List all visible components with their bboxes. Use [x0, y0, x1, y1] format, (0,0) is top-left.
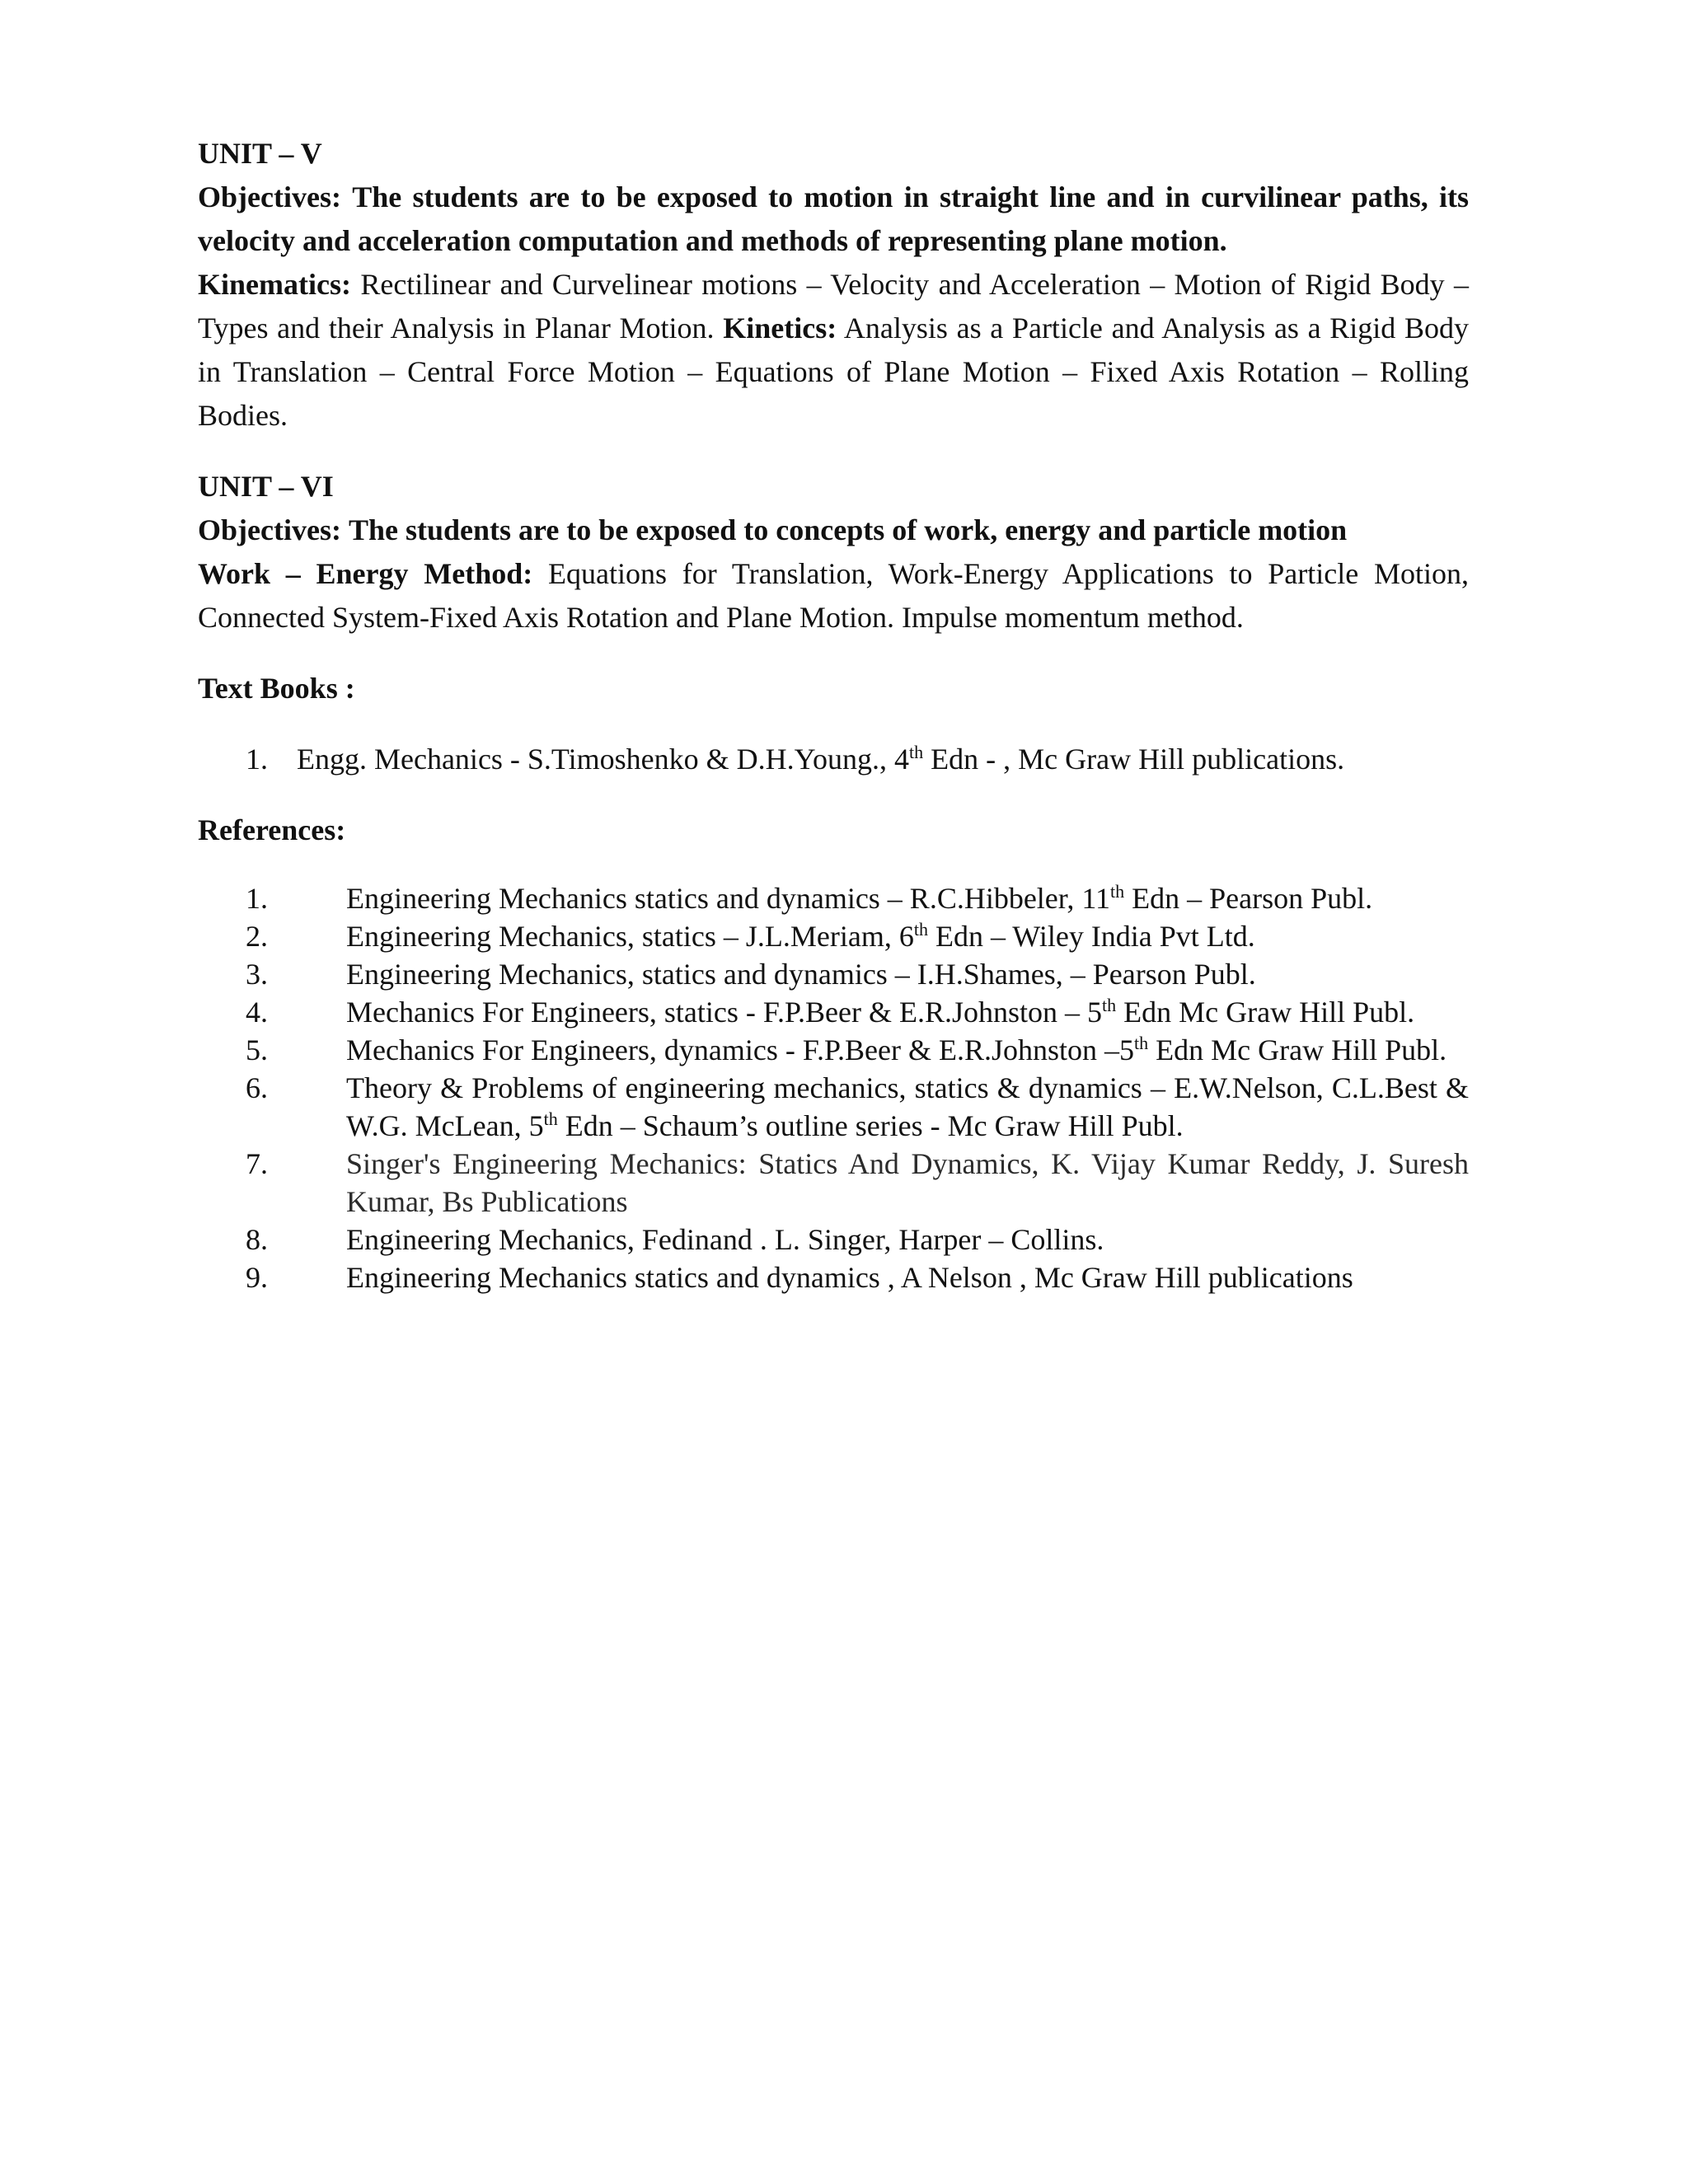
reference-edition: Edn – Schaum’s outline series - Mc Graw Hill Publ.: [557, 1109, 1184, 1142]
reference-text: Engineering Mechanics, statics – J.L.Meriam, 6: [346, 920, 914, 953]
unit-5-objectives-text: The students are to be exposed to motion in straight line and in curvilinear paths, its velocity and acceleration computation and methods of representing plane motion.: [198, 180, 1470, 257]
unit-5-objectives: [198, 176, 1469, 263]
list-item: [198, 879, 1469, 917]
list-item-text: [346, 955, 1469, 993]
work-energy-label: Work – Energy Method:: [198, 557, 533, 590]
reference-edition: Edn Mc Graw Hill Publ.: [1116, 996, 1415, 1029]
unit-6-objectives: [198, 509, 1469, 552]
superscript: th: [1110, 881, 1125, 902]
list-item-text: [346, 1258, 1469, 1296]
list-item-text: [346, 1145, 1469, 1221]
kinetics-text: Analysis as a Particle and Analysis as a Rigid Body in Translation – Central Force Motion – Equations of Plane Motion – Fixed Axis Rotation – Rolling Bodies.: [198, 312, 1470, 432]
list-item-text: [346, 917, 1469, 955]
kinematics-text: Rectilinear and Curvelinear motions – Velocity and Acceleration – Motion of Rigid Body – Types and their Analysis in Planar Motion.: [198, 268, 1469, 344]
list-item-text: [346, 879, 1469, 917]
reference-text: Mechanics For Engineers, statics - F.P.Beer & E.R.Johnston – 5: [346, 996, 1103, 1029]
document-page: [198, 132, 1469, 1296]
list-item-text: [346, 1069, 1469, 1145]
list-item: [198, 1069, 1469, 1145]
list-item-number: 8.: [246, 1223, 268, 1256]
list-item: [198, 1145, 1469, 1221]
kinematics-label: Kinematics:: [198, 268, 351, 301]
reference-text: Engineering Mechanics statics and dynamics , A Nelson , Mc Graw Hill publications: [346, 1261, 1353, 1294]
references-heading: References:: [198, 813, 346, 846]
unit-6-title: UNIT – VI: [198, 470, 334, 503]
list-item-text: [297, 738, 1469, 781]
reference-text: Engineering Mechanics, statics and dynamics – I.H.Shames, – Pearson Publ.: [346, 958, 1256, 991]
list-item-number: 2.: [246, 920, 268, 953]
unit-5-title: UNIT – V: [198, 137, 322, 170]
reference-text: Engineering Mechanics, Fedinand . L. Singer, Harper – Collins.: [346, 1223, 1104, 1256]
list-item: [198, 1258, 1469, 1296]
list-item: [198, 993, 1469, 1031]
superscript: th: [1134, 1033, 1149, 1053]
list-item-number: 9.: [246, 1261, 268, 1294]
list-item: [198, 1221, 1469, 1258]
references-list: [198, 879, 1469, 1296]
unit-5-objectives-label: Objectives:: [198, 180, 341, 213]
reference-edition: Edn – Pearson Publ.: [1124, 882, 1373, 915]
unit-6-objectives-label: Objectives:: [198, 513, 341, 546]
unit-5-section: [198, 132, 1469, 438]
textbook-edition: Edn - , Mc Graw Hill publications.: [923, 743, 1345, 776]
list-item-number: 1.: [246, 882, 268, 915]
list-item-number: 3.: [246, 958, 268, 991]
list-item-text: [346, 993, 1469, 1031]
reference-text: Mechanics For Engineers, dynamics - F.P.Beer & E.R.Johnston –5: [346, 1033, 1135, 1066]
list-item-number: 1.: [246, 743, 268, 776]
list-item-text: [346, 1221, 1469, 1258]
list-item: [198, 738, 1469, 781]
reference-text: Singer's Engineering Mechanics: Statics And Dynamics, K. Vijay Kumar Reddy, J. Suresh Kumar, Bs Publications: [346, 1147, 1469, 1218]
list-item-number: 6.: [246, 1071, 268, 1104]
list-item-number: 5.: [246, 1033, 268, 1066]
textbook-title: Engg. Mechanics - S.Timoshenko & D.H.Young., 4: [297, 743, 910, 776]
superscript: th: [1102, 995, 1117, 1015]
unit-6-objectives-text: The students are to be exposed to concepts of work, energy and particle motion: [348, 513, 1348, 546]
list-item: [198, 917, 1469, 955]
list-item: [198, 1031, 1469, 1069]
textbooks-list: [198, 738, 1469, 781]
unit-6-body: [198, 552, 1469, 640]
reference-text: Engineering Mechanics statics and dynamics – R.C.Hibbeler, 11: [346, 882, 1110, 915]
reference-edition: Edn Mc Graw Hill Publ.: [1148, 1033, 1447, 1066]
unit-6-section: [198, 465, 1469, 640]
work-energy-text: Equations for Translation, Work-Energy Applications to Particle Motion, Connected System-Fixed Axis Rotation and Plane Motion. Impulse momentum method.: [198, 557, 1470, 634]
reference-edition: Edn – Wiley India Pvt Ltd.: [927, 920, 1255, 953]
reference-text: Theory & Problems of engineering mechanics, statics & dynamics – E.W.Nelson, C.L.Best & W.G. McLean, 5: [346, 1071, 1469, 1142]
list-item-number: 4.: [246, 996, 268, 1029]
unit-5-body: [198, 263, 1469, 438]
superscript: th: [913, 919, 928, 940]
superscript: th: [909, 742, 924, 762]
textbooks-heading: Text Books :: [198, 672, 355, 705]
kinetics-label: Kinetics:: [723, 312, 837, 344]
list-item: [198, 955, 1469, 993]
superscript: th: [543, 1108, 558, 1129]
list-item-number: 7.: [246, 1147, 268, 1180]
list-item-text: [346, 1031, 1469, 1069]
